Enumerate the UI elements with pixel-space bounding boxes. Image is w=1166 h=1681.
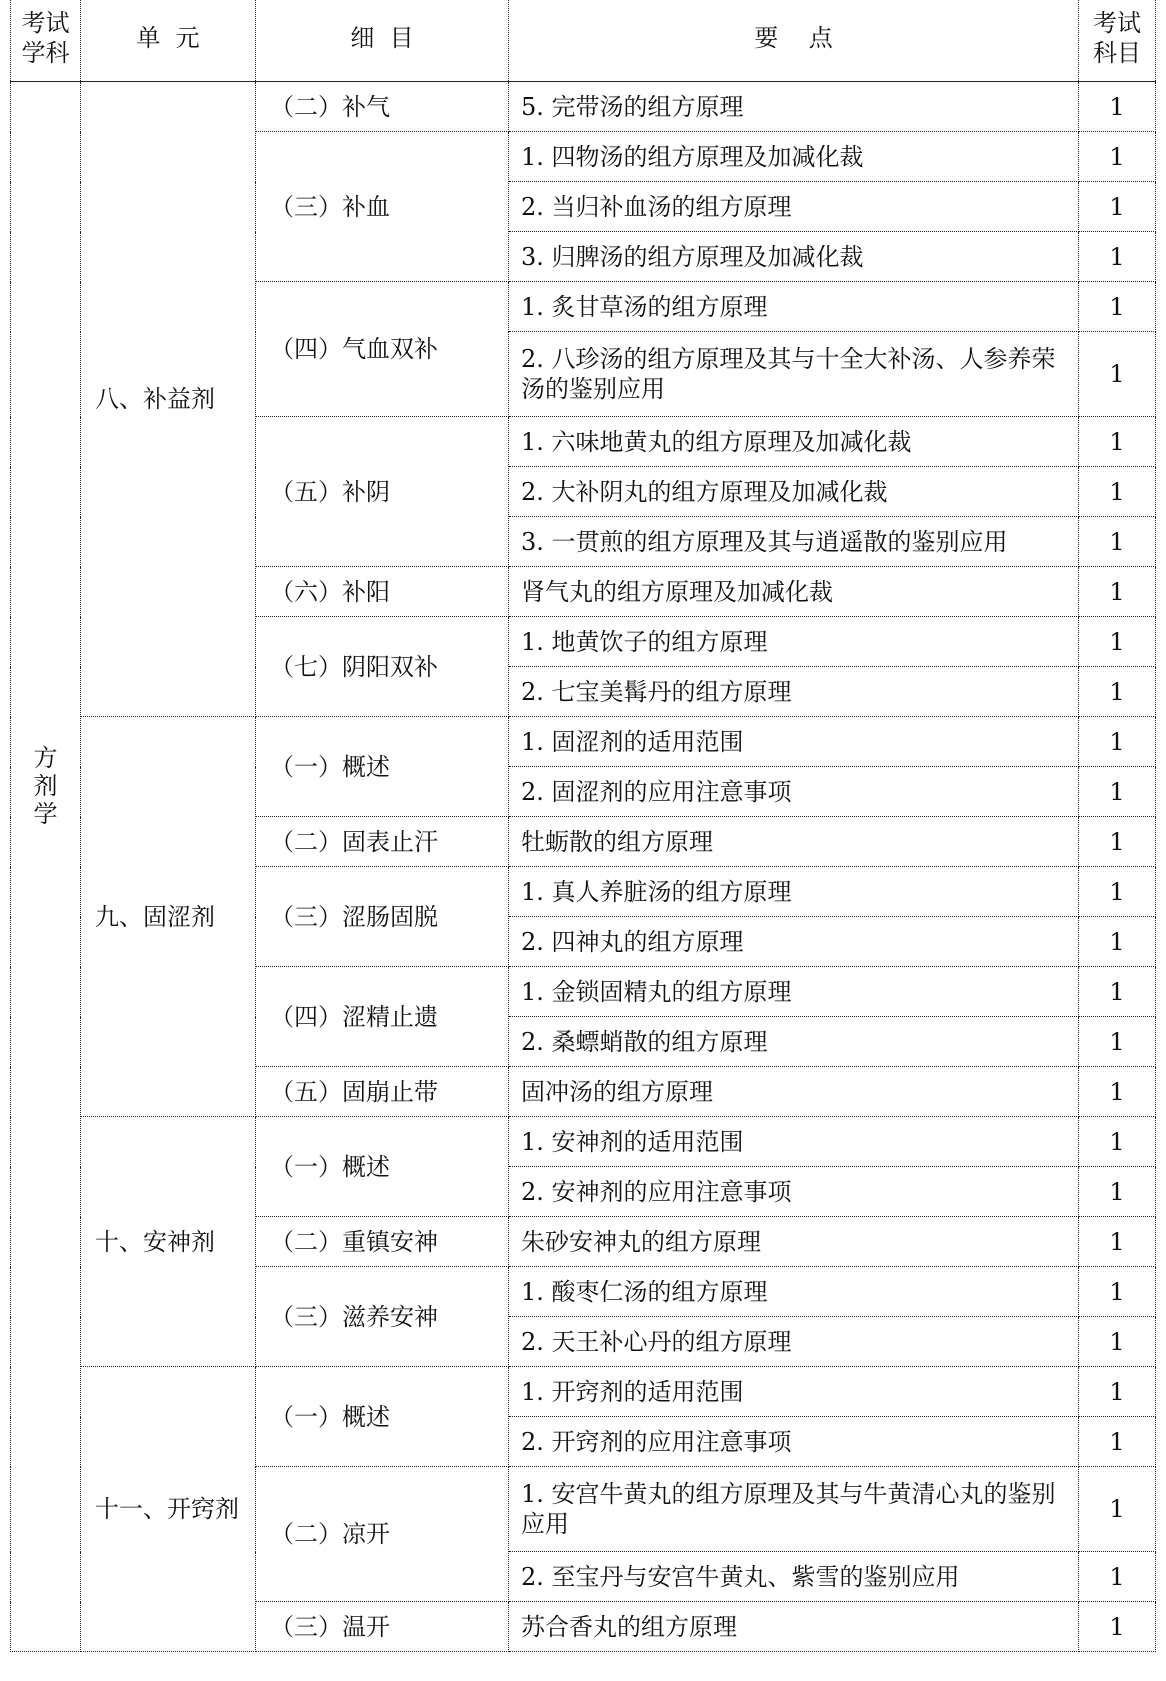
point-cell: 3. 归脾汤的组方原理及加减化裁	[509, 232, 1079, 282]
header-unit: 单 元	[81, 0, 256, 82]
point-cell: 1. 金锁固精丸的组方原理	[509, 967, 1079, 1017]
header-row	[11, 0, 1156, 82]
level-cell: 1	[1079, 1467, 1156, 1552]
level-cell: 1	[1079, 1267, 1156, 1317]
table-row	[11, 1117, 1156, 1167]
level-cell: 1	[1079, 1367, 1156, 1417]
level-cell: 1	[1079, 1552, 1156, 1602]
level-cell: 1	[1079, 232, 1156, 282]
point-cell: 3. 一贯煎的组方原理及其与逍遥散的鉴别应用	[509, 517, 1079, 567]
point-cell: 朱砂安神丸的组方原理	[509, 1217, 1079, 1267]
point-cell: 2. 八珍汤的组方原理及其与十全大补汤、人参养荣汤的鉴别应用	[509, 332, 1079, 417]
level-cell: 1	[1079, 332, 1156, 417]
point-cell: 2. 七宝美髯丹的组方原理	[509, 667, 1079, 717]
level-cell: 1	[1079, 1117, 1156, 1167]
point-cell: 2. 当归补血汤的组方原理	[509, 182, 1079, 232]
item-cell: （二）重镇安神	[256, 1217, 509, 1267]
point-cell: 2. 至宝丹与安宫牛黄丸、紫雪的鉴别应用	[509, 1552, 1079, 1602]
point-cell: 1. 安宫牛黄丸的组方原理及其与牛黄清心丸的鉴别应用	[509, 1467, 1079, 1552]
point-cell: 1. 地黄饮子的组方原理	[509, 617, 1079, 667]
table-row	[11, 1367, 1156, 1417]
item-cell: （七）阴阳双补	[256, 617, 509, 717]
point-cell: 2. 天王补心丹的组方原理	[509, 1317, 1079, 1367]
subject-cell	[11, 82, 81, 1652]
level-cell: 1	[1079, 717, 1156, 767]
point-cell: 1. 六味地黄丸的组方原理及加减化裁	[509, 417, 1079, 467]
item-cell: （二）固表止汗	[256, 817, 509, 867]
point-cell: 2. 安神剂的应用注意事项	[509, 1167, 1079, 1217]
level-cell: 1	[1079, 182, 1156, 232]
level-cell: 1	[1079, 1017, 1156, 1067]
level-cell: 1	[1079, 1417, 1156, 1467]
header-point: 要 点	[509, 0, 1079, 82]
level-cell: 1	[1079, 132, 1156, 182]
level-cell: 1	[1079, 1217, 1156, 1267]
unit-cell: 九、固涩剂	[81, 717, 256, 1117]
point-cell: 苏合香丸的组方原理	[509, 1602, 1079, 1652]
syllabus-sheet	[10, 0, 1156, 1652]
level-cell: 1	[1079, 1317, 1156, 1367]
item-cell: （四）气血双补	[256, 282, 509, 417]
point-cell: 1. 安神剂的适用范围	[509, 1117, 1079, 1167]
header-item: 细 目	[256, 0, 509, 82]
point-cell: 5. 完带汤的组方原理	[509, 82, 1079, 132]
point-cell: 1. 开窍剂的适用范围	[509, 1367, 1079, 1417]
item-cell: （三）补血	[256, 132, 509, 282]
item-cell: （六）补阳	[256, 567, 509, 617]
level-cell: 1	[1079, 817, 1156, 867]
level-cell: 1	[1079, 517, 1156, 567]
level-cell: 1	[1079, 1602, 1156, 1652]
point-cell: 1. 固涩剂的适用范围	[509, 717, 1079, 767]
item-cell: （三）滋养安神	[256, 1267, 509, 1367]
point-cell: 2. 大补阴丸的组方原理及加减化裁	[509, 467, 1079, 517]
header-level	[1079, 0, 1156, 82]
header-level-label: 考试科目	[1093, 9, 1141, 67]
level-cell: 1	[1079, 467, 1156, 517]
item-cell: （二）补气	[256, 82, 509, 132]
point-cell: 1. 炙甘草汤的组方原理	[509, 282, 1079, 332]
point-cell: 2. 固涩剂的应用注意事项	[509, 767, 1079, 817]
level-cell: 1	[1079, 617, 1156, 667]
point-cell: 2. 桑螵蛸散的组方原理	[509, 1017, 1079, 1067]
level-cell: 1	[1079, 282, 1156, 332]
level-cell: 1	[1079, 417, 1156, 467]
item-cell: （五）固崩止带	[256, 1067, 509, 1117]
level-cell: 1	[1079, 917, 1156, 967]
point-cell: 2. 四神丸的组方原理	[509, 917, 1079, 967]
item-cell: （一）概述	[256, 1117, 509, 1217]
point-cell: 肾气丸的组方原理及加减化裁	[509, 567, 1079, 617]
point-cell: 牡蛎散的组方原理	[509, 817, 1079, 867]
item-cell: （五）补阴	[256, 417, 509, 567]
item-cell: （二）凉开	[256, 1467, 509, 1602]
level-cell: 1	[1079, 1067, 1156, 1117]
subject-label: 方剂学	[33, 743, 58, 829]
syllabus-body	[11, 82, 1156, 1652]
level-cell: 1	[1079, 867, 1156, 917]
syllabus-table	[10, 0, 1156, 1652]
point-cell: 1. 四物汤的组方原理及加减化裁	[509, 132, 1079, 182]
table-row	[11, 82, 1156, 132]
item-cell: （三）温开	[256, 1602, 509, 1652]
level-cell: 1	[1079, 82, 1156, 132]
item-cell: （一）概述	[256, 717, 509, 817]
point-cell: 固冲汤的组方原理	[509, 1067, 1079, 1117]
level-cell: 1	[1079, 1167, 1156, 1217]
item-cell: （三）涩肠固脱	[256, 867, 509, 967]
point-cell: 1. 真人养脏汤的组方原理	[509, 867, 1079, 917]
point-cell: 2. 开窍剂的应用注意事项	[509, 1417, 1079, 1467]
unit-cell: 十一、开窍剂	[81, 1367, 256, 1652]
header-subject-label: 考试学科	[21, 9, 70, 67]
level-cell: 1	[1079, 767, 1156, 817]
table-row	[11, 717, 1156, 767]
unit-cell: 十、安神剂	[81, 1117, 256, 1367]
item-cell: （一）概述	[256, 1367, 509, 1467]
unit-cell: 八、补益剂	[81, 82, 256, 717]
item-cell: （四）涩精止遗	[256, 967, 509, 1067]
point-cell: 1. 酸枣仁汤的组方原理	[509, 1267, 1079, 1317]
level-cell: 1	[1079, 967, 1156, 1017]
level-cell: 1	[1079, 567, 1156, 617]
header-subject	[11, 0, 81, 82]
level-cell: 1	[1079, 667, 1156, 717]
